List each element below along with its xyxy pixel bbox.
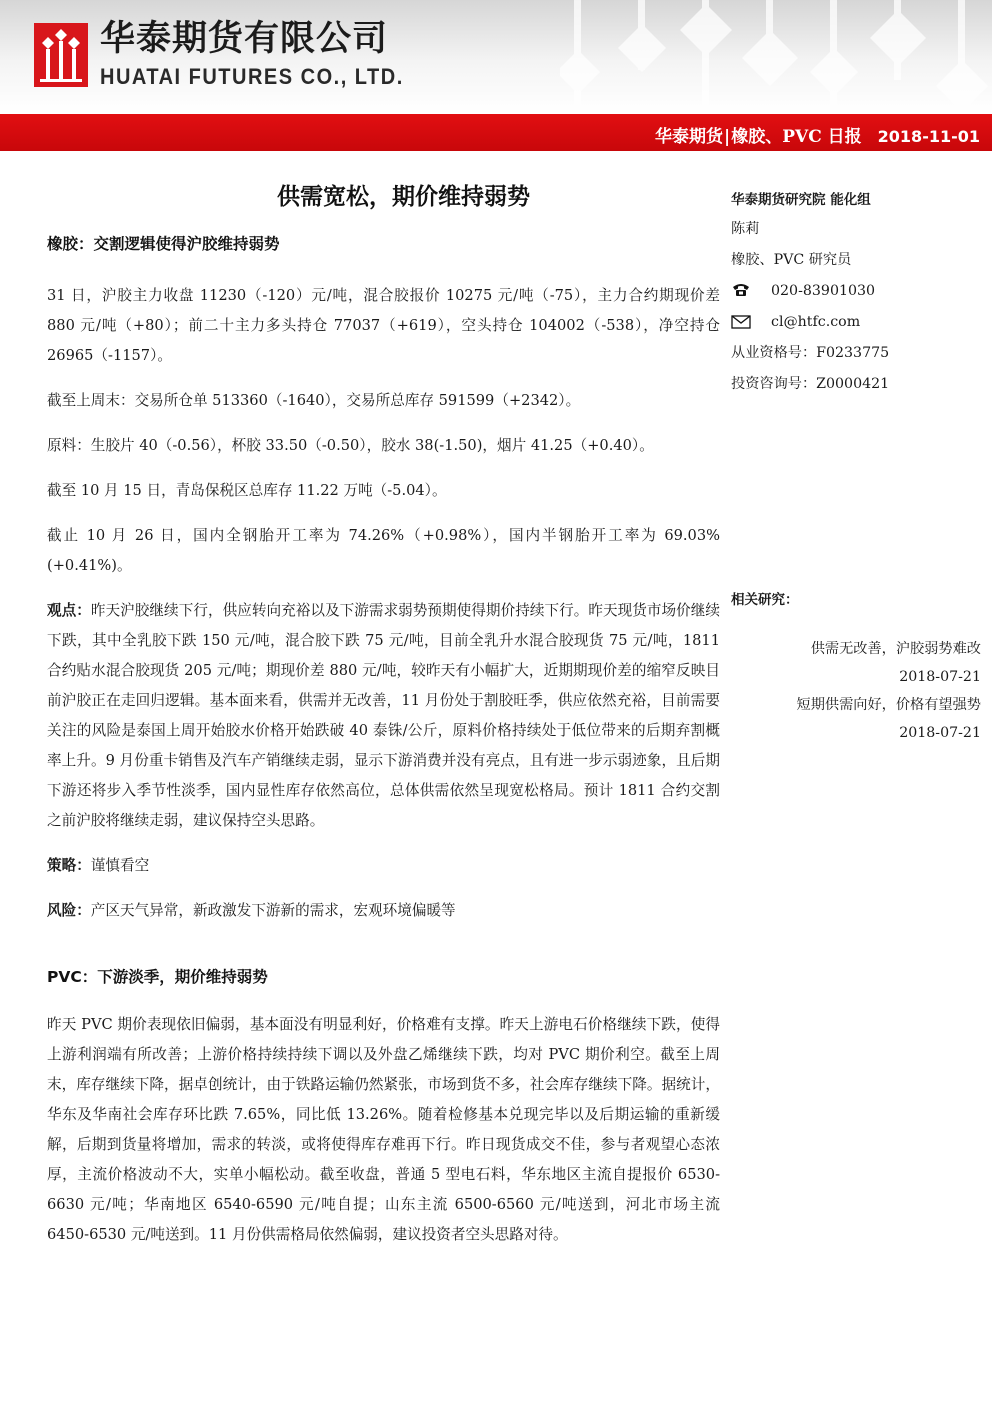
report-prefix: 华泰期货 [655,127,724,147]
risk-text: 产区天气异常，新政激发下游新的需求，宏观环境偏暖等 [90,902,456,919]
envelope-icon [731,315,751,329]
huatai-logo-icon [34,23,88,87]
rubber-paragraph-bonded-stock: 截至 10 月 15 日，青岛保税区总库存 11.22 万吨（-5.04）。 [47,482,447,499]
rubber-strategy [47,851,720,881]
analyst-phone [731,276,983,307]
article-body [47,180,720,1250]
rubber-risk [47,896,720,926]
rubber-paragraph-futures: 31 日，沪胶主力收盘 11230（-120）元/吨，混合胶报价 10275 元/吨（-75），主力合约期现价差 880 元/吨（+80）；前二十主力多头持仓 77037（+619），空头持仓 104002（-538），净空持仓 26965（-1157）。 [47,287,720,364]
report-banner [0,114,992,151]
research-org: 华泰期货研究院 能化组 [731,192,871,208]
pvc-section-heading: PVC：下游淡季，期价维持弱势 [47,968,268,986]
decorative-diamond-pattern [560,0,992,112]
related-item-title[interactable]: 短期供需向好，价格有望强势 [796,697,981,713]
analyst-role: 橡胶、PVC 研究员 [731,252,852,268]
pvc-paragraph: 昨天 PVC 期价表现依旧偏弱，基本面没有明显利好，价格难有支撑。昨天上游电石价格继续下跌，使得上游利润端有所改善；上游价格持续持续下调以及外盘乙烯继续下跌，均对 PVC 期价利空。截至上周末，库存继续下降，据卓创统计，由于铁路运输仍然紧张，市场到货不多，社会库存继续下降。据统计，华东及华南社会库存环比跌 7.65%，同比低 13.26%。随着检修基本兑现完毕以及后期运输的重新缓解，后期到货量将增加，需求的转淡，或将使得库存难再下行。昨日现货成交不佳，参与者观望心态浓厚，主流价格波动不大，实单小幅松动。截至收盘，普通 5 型电石料，华东地区主流自提报价 6530-6630 元/吨；华南地区 6540-6590 元/吨自提；山东主流 6500-6560 元/吨送到，河北市场主流 6450-6530 元/吨送到。11 月份供需格局依然偏弱，建议投资者空头思路对待。 [47,1016,720,1243]
rubber-paragraph-tire-rates: 截止 10 月 26 日，国内全钢胎开工率为 74.26%（+0.98%），国内半钢胎开工率为 69.03%(+0.41%)。 [47,527,720,574]
rubber-view-paragraph [47,596,720,836]
consult-number: 投资咨询号：Z0000421 [731,376,890,392]
email-address[interactable]: cl@htfc.com [771,314,861,330]
view-text: 昨天沪胶继续下行，供应转向充裕以及下游需求弱势预期使得期价持续下行。昨天现货市场价继续下跌，其中全乳胶下跌 150 元/吨，混合胶下跌 75 元/吨，目前全乳升水混合胶现货 75 元/吨，1811 合约贴水混合胶现货 205 元/吨；期现价差 880 元/吨，较昨天有小幅扩大，近期期现价差的缩窄反映目前沪胶正在走回归逻辑。基本面来看，供需并无改善，11 月份处于割胶旺季，供应依然充裕，目前需要关注的风险是泰国上周开始胶水价格开始跌破 40 泰铢/公斤，原料价格持续处于低位带来的后期弃割概率上升。9 月份重卡销售及汽车产销继续走弱，显示下游消费并没有亮点，且有进一步示弱迹象，且后期下游还将步入季节性淡季，国内显性库存依然高位，总体供需依然呈现宽松格局。预计 1811 合约交割之前沪胶将继续走弱，建议保持空头思路。 [47,602,720,829]
related-item-date: 2018-07-21 [899,669,981,685]
related-item-date: 2018-07-21 [899,725,981,741]
rubber-section-heading: 橡胶：交割逻辑使得沪胶维持弱势 [47,235,280,253]
strategy-text: 谨慎看空 [90,857,150,874]
phone-number: 020-83901030 [771,283,876,299]
rubber-paragraph-warehouse: 截至上周末：交易所仓单 513360（-1640），交易所总库存 591599（+2342）。 [47,392,581,409]
rubber-paragraph-raw-materials: 原料：生胶片 40（-0.56），杯胶 33.50（-0.50），胶水 38(-1.50)，烟片 41.25（+0.40）。 [47,437,654,454]
phone-icon [731,282,751,298]
report-name: 橡胶、PVC 日报 [731,127,862,147]
strategy-label: 策略： [47,857,91,874]
report-date: 2018-11-01 [877,127,980,146]
view-label: 观点： [47,602,91,619]
related-research-heading: 相关研究： [731,592,799,608]
report-banner-text [655,122,980,147]
analyst-email[interactable] [731,307,983,338]
analyst-name: 陈莉 [731,221,760,237]
license-number: 从业资格号：F0233775 [731,345,890,361]
analyst-sidebar [731,186,983,400]
related-item-title[interactable]: 供需无改善，沪胶弱势难改 [810,641,981,657]
related-item[interactable] [731,690,981,746]
report-header [0,0,992,112]
brand-name-en: HUATAI FUTURES CO., LTD. [100,64,404,90]
related-item[interactable] [731,634,981,690]
related-research-list [731,634,981,746]
risk-label: 风险： [47,902,91,919]
document-title: 供需宽松，期价维持弱势 [277,184,530,210]
brand-name-cn: 华泰期货有限公司 [100,19,389,59]
report-separator: | [724,127,731,147]
